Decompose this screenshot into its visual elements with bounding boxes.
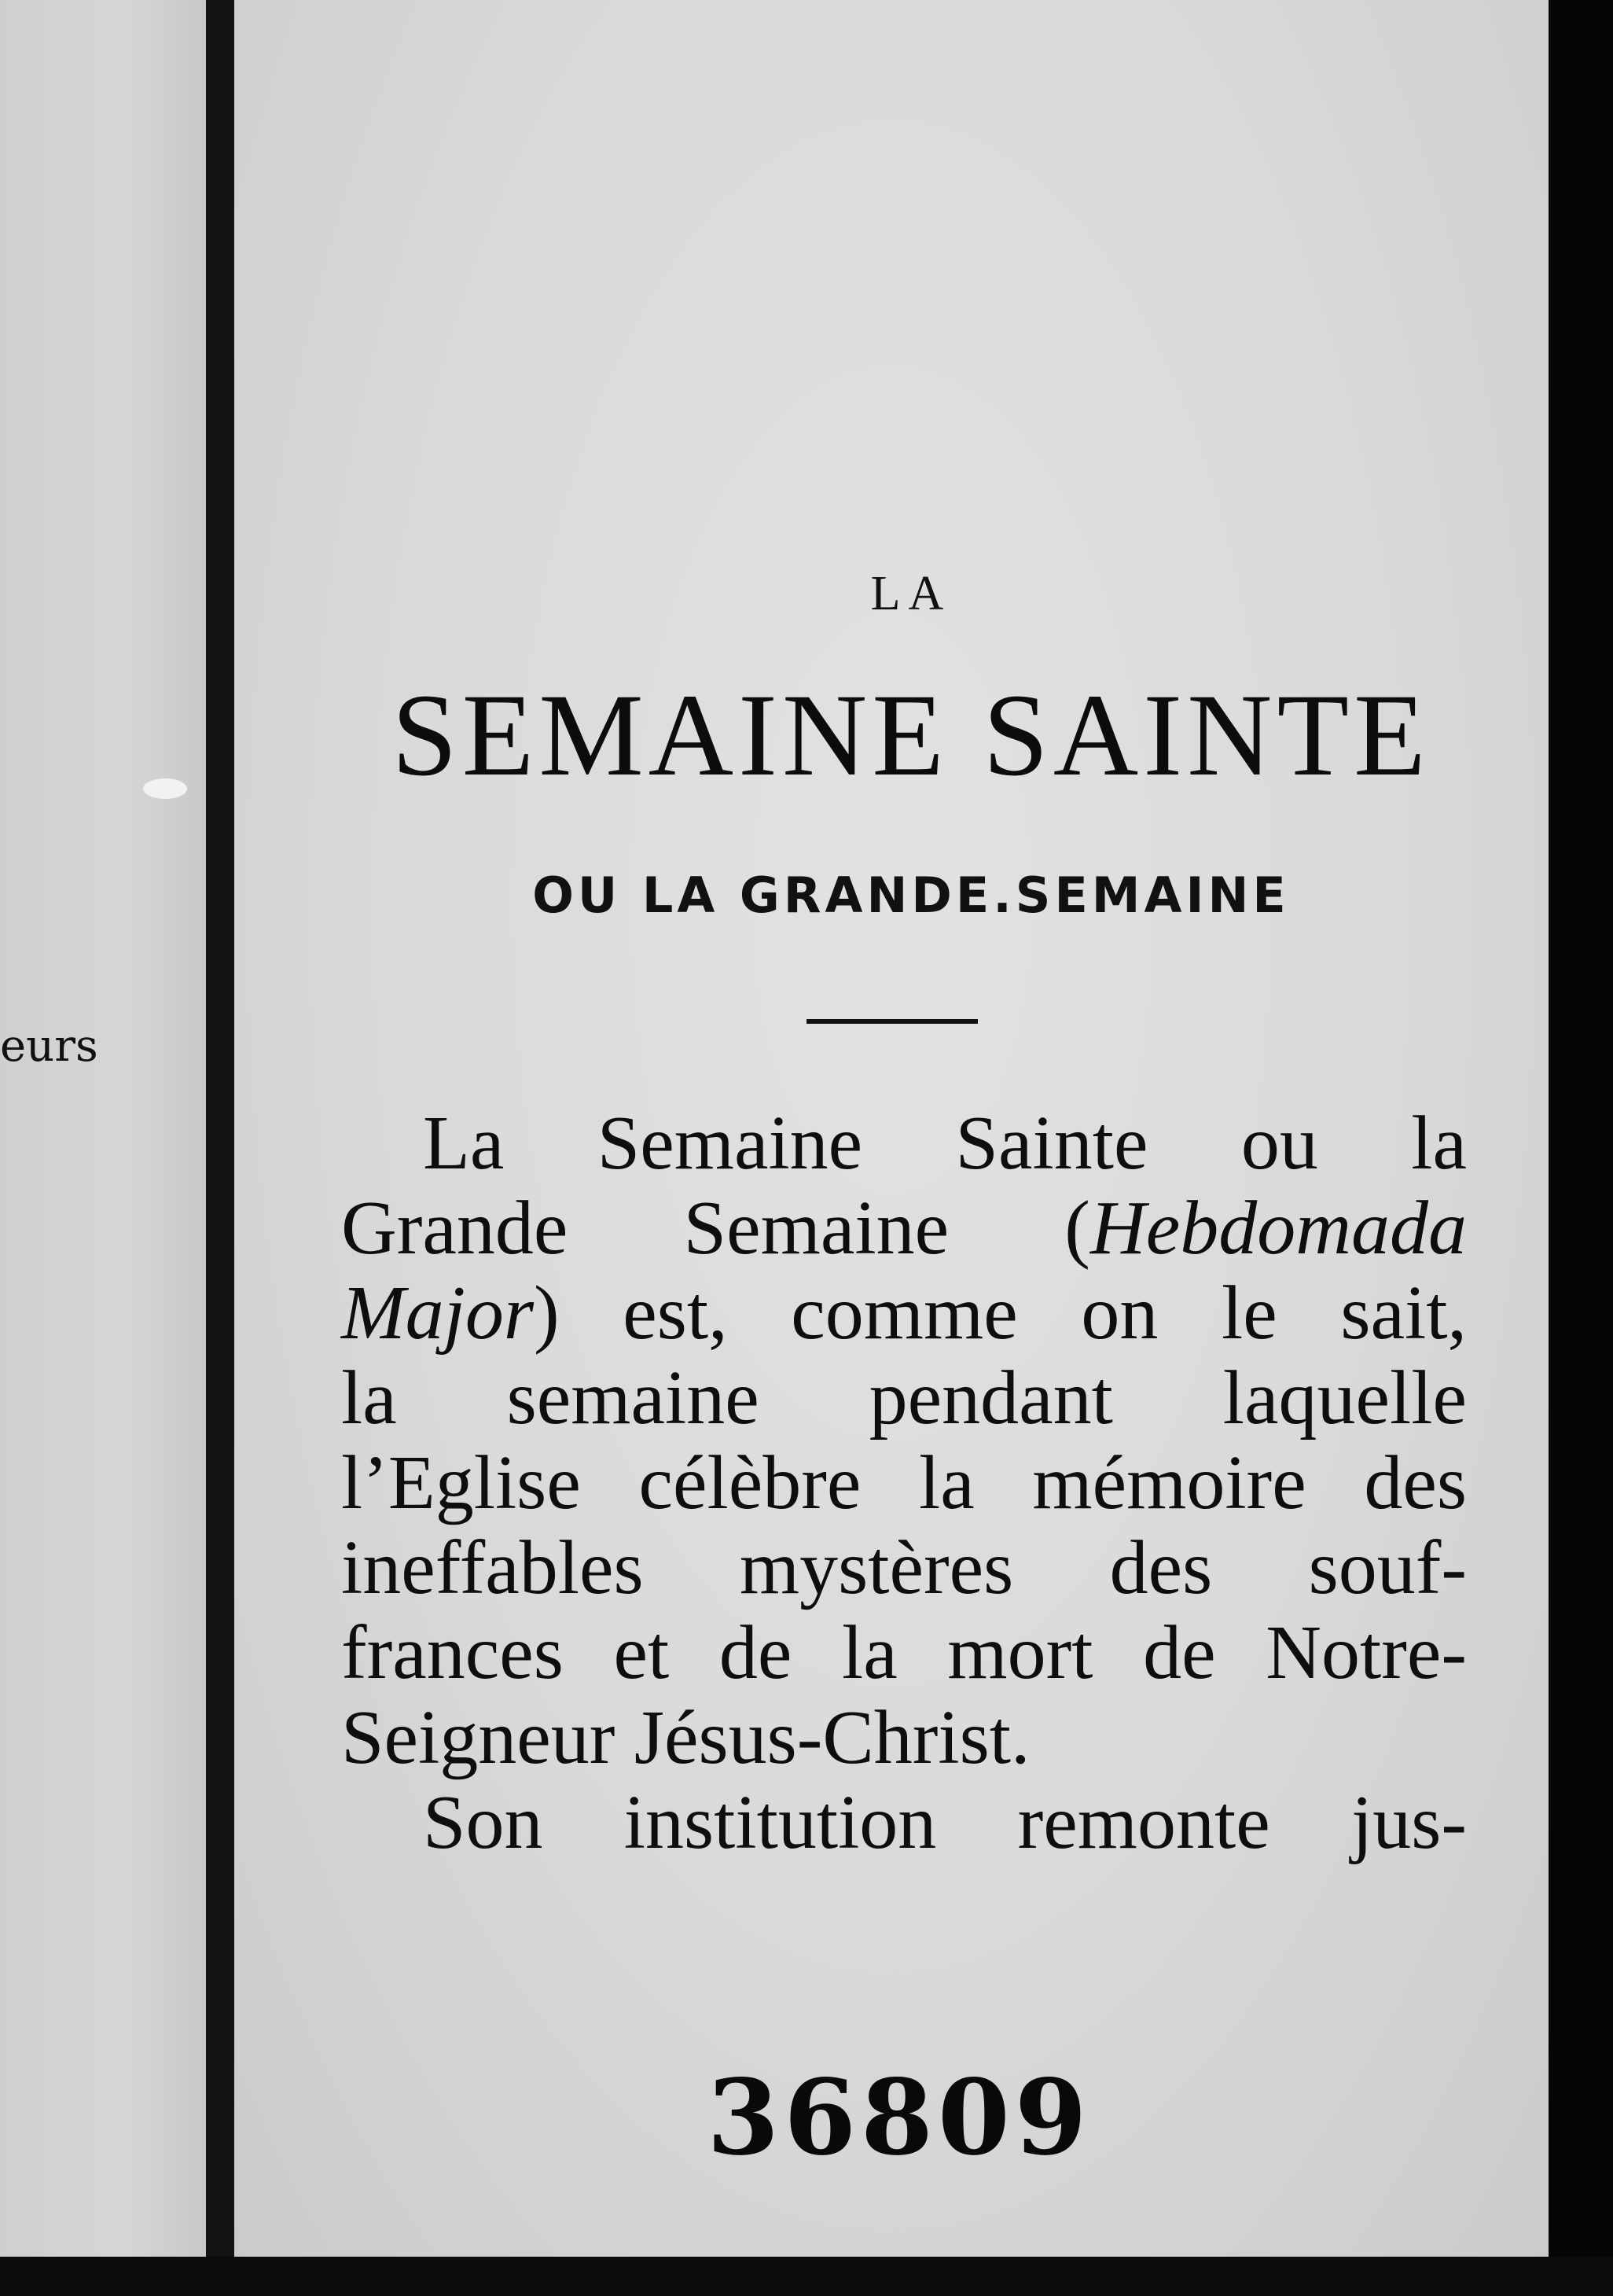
body-line: l’Eglise célèbre la mémoire des [341, 1441, 1467, 1525]
paper-speck [143, 778, 187, 799]
page-subtitle: OU LA GRANDE.SEMAINE [532, 867, 1290, 924]
body-line-italic: Hebdomada [1089, 1186, 1467, 1271]
body-line [341, 1271, 1467, 1356]
body-line: Son institution remonte jus- [423, 1780, 1467, 1865]
page-title: SEMAINE SAINTE [391, 670, 1431, 800]
body-line: frances et de la mort de Notre- [341, 1610, 1467, 1695]
body-paragraph [341, 1101, 1467, 1865]
main-page [234, 0, 1549, 2257]
title-divider [806, 1019, 978, 1024]
title-article: LA [870, 567, 952, 620]
body-line: Seigneur Jésus-Christ. [341, 1695, 1031, 1780]
right-scan-border [1549, 0, 1613, 2296]
body-line: la semaine pendant laquelle [341, 1356, 1467, 1441]
body-line-segment: Grande Semaine ( [341, 1186, 1090, 1271]
book-gutter [206, 0, 234, 2296]
body-line [341, 1186, 1467, 1271]
body-line: ineffables mystères des souf- [341, 1525, 1467, 1610]
catalog-stamp-number: 36809 [707, 2057, 1092, 2179]
body-line-italic: Major [341, 1271, 534, 1356]
bottom-scan-border [0, 2257, 1613, 2296]
body-line-segment: ) est, comme on le sait, [534, 1271, 1467, 1356]
left-page-text-fragment: eurs [0, 1021, 98, 1072]
body-line: La Semaine Sainte ou la [423, 1101, 1467, 1186]
left-page-margin [0, 0, 206, 2296]
